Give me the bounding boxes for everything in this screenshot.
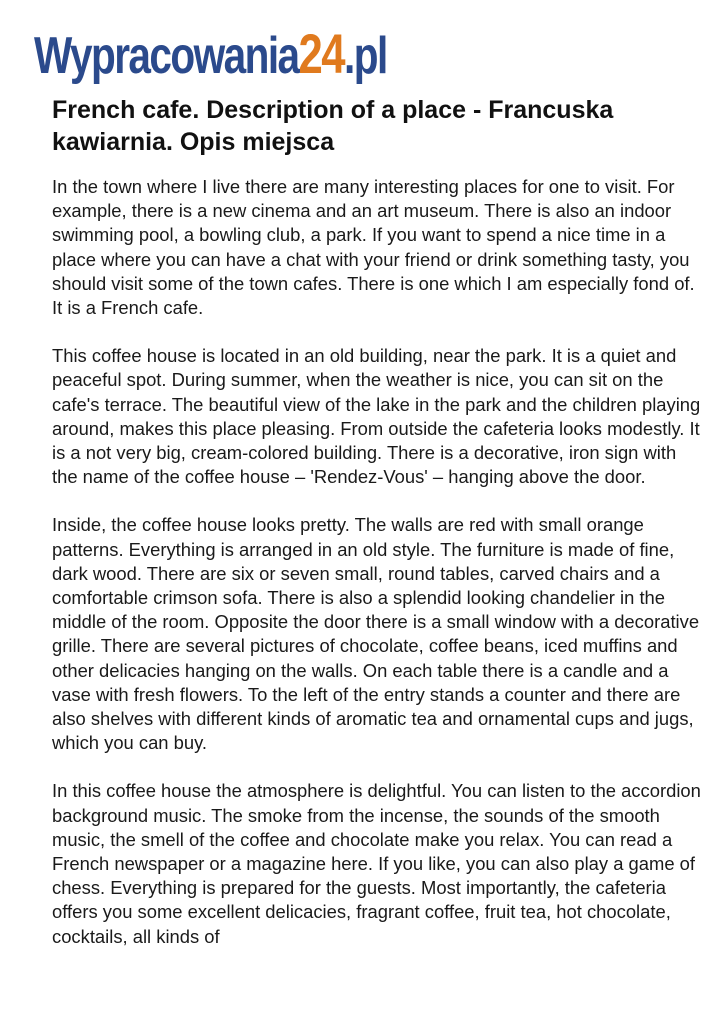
paragraph-2: This coffee house is located in an old building, near the park. It is a quiet and peaceful spot. During summer, when the weather is nice, you can sit on the cafe's terrace. The beautiful view of the lake in the park and the children playing around, makes this place pleasing. From outside the cafeteria looks modestly. It is a not very big, cream-colored building. There is a decorative, iron sign with the name of the coffee house – 'Rendez-Vous' – hanging above the door. <box>52 345 701 488</box>
site-logo[interactable] <box>34 20 387 85</box>
paragraph-4: In this coffee house the atmosphere is delightful. You can listen to the accordion background music. The smoke from the incense, the sounds of the smooth music, the smell of the coffee and chocolate make you relax. You can read a French newspaper or a magazine here. If you like, you can also play a game of chess. Everything is prepared for the guests. Most importantly, the cafeteria offers you some excellent delicacies, fragrant coffee, fruit tea, hot chocolate, cocktails, all kinds of <box>52 780 701 947</box>
paragraph-1: In the town where I live there are many interesting places for one to visit. For example, there is a new cinema and an art museum. There is also an indoor swimming pool, a bowling club, a park. If you want to spend a nice time in a place where you can have a chat with your friend or drink something tasty, you should visit some of the town cafes. There is one which I am especially fond of. It is a French cafe. <box>52 176 695 319</box>
page-title: French cafe. Description of a place - Francuska kawiarnia. Opis miejsca <box>52 96 614 156</box>
logo-text-number: 24 <box>298 22 345 85</box>
article-body <box>52 175 702 973</box>
logo-text-main: Wypracowania <box>34 27 299 85</box>
paragraph-3: Inside, the coffee house looks pretty. The walls are red with small orange patterns. Everything is arranged in an old style. The furniture is made of fine, dark wood. There are six or seven small, round tables, carved chairs and a comfortable crimson sofa. There is also a splendid looking chandelier in the middle of the room. Opposite the door there is a small window with a decorative grille. There are several pictures of chocolate, coffee beans, iced muffins and other delicacies hanging on the walls. On each table there is a candle and a vase with fresh flowers. To the left of the entry stands a counter and there are also shelves with different kinds of aromatic tea and ornamental cups and jugs, which you can buy. <box>52 514 700 754</box>
logo-text-tld: .pl <box>344 27 387 85</box>
